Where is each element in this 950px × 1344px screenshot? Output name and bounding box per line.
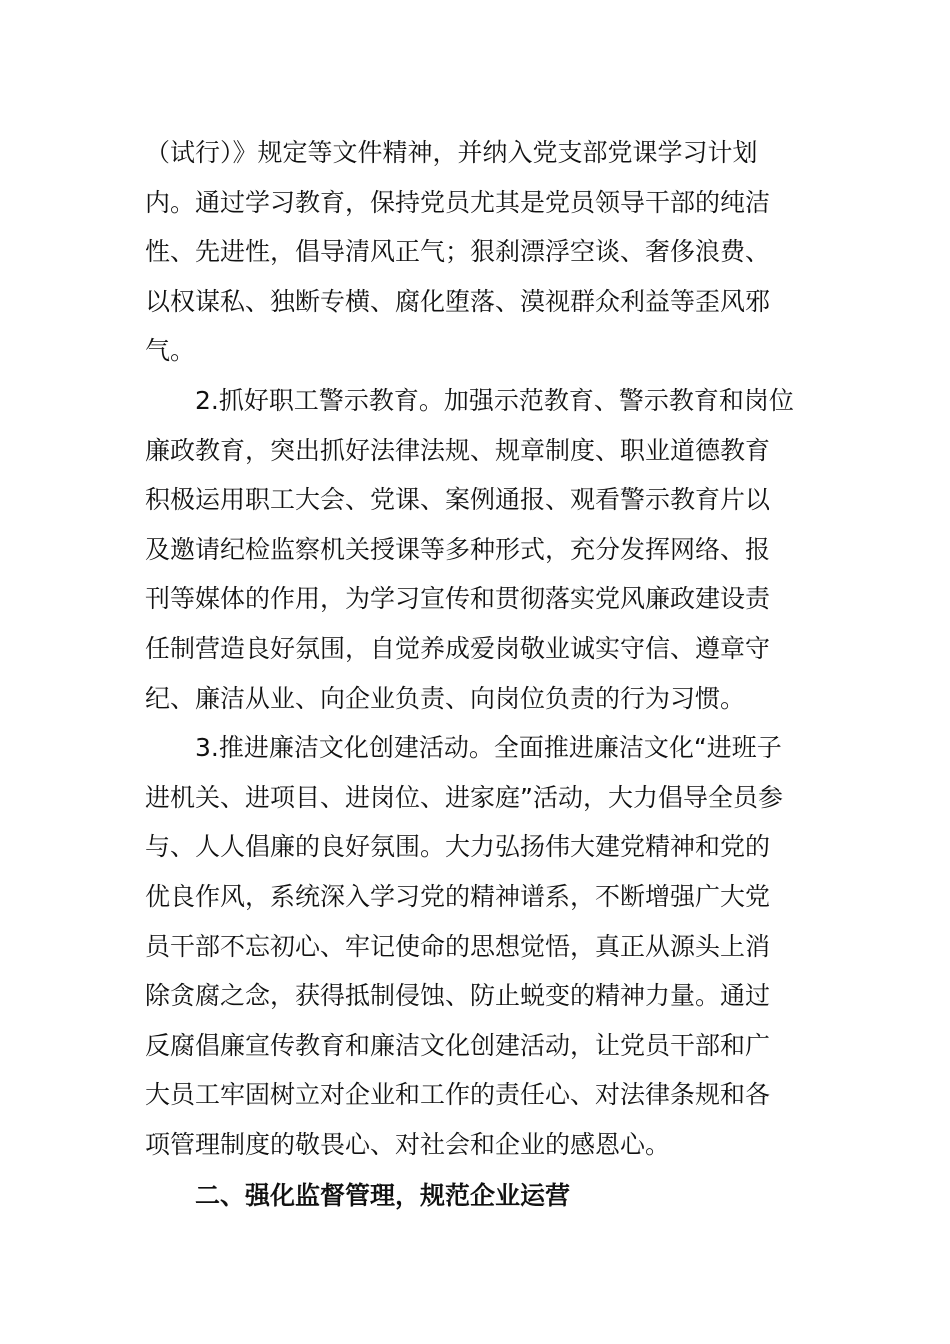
text-line: 任制营造良好氛围，自觉养成爱岗敬业诚实守信、遵章守 [145,633,771,663]
text-line: 积极运用职工大会、党课、案例通报、观看警示教育片以 [145,485,771,515]
text-line: （试行）》规定等文件精神，并纳入党支部党课学习计划 [145,138,758,167]
paragraph-3 [145,723,810,1169]
text-line: 与、人人倡廉的良好氛围。大力弘扬伟大建党精神和党的 [145,832,771,862]
text-line: 大员工牢固树立对企业和工作的责任心、对法律条规和各 [145,1080,771,1110]
text-line: 刊等媒体的作用，为学习宣传和贯彻落实党风廉政建设责 [145,584,771,614]
paragraph-1 [145,128,810,376]
text-line: 项管理制度的敬畏心、对社会和企业的感恩心。 [145,1129,671,1159]
text-line: 内。通过学习教育，保持党员尤其是党员领导干部的纯洁 [145,187,771,217]
text-line: 员干部不忘初心、牢记使命的思想觉悟，真正从源头上消 [145,931,771,961]
document-body [145,128,810,1221]
text-line: 除贪腐之念，获得抵制侵蚀、防止蜕变的精神力量。通过 [145,981,771,1011]
text-line: 性、先进性，倡导清风正气；狠刹漂浮空谈、奢侈浪费、 [145,237,771,267]
text-line: 气。 [145,336,196,366]
text-line: 反腐倡廉宣传教育和廉洁文化创建活动，让党员干部和广 [145,1030,771,1060]
text-line: 2.抓好职工警示教育。加强示范教育、警示教育和岗位 [195,385,794,415]
text-line: 3.推进廉洁文化创建活动。全面推进廉洁文化“进班子 [195,733,782,763]
text-line: 以权谋私、独断专横、腐化堕落、漠视群众利益等歪风邪 [145,286,771,316]
text-line: 优良作风，系统深入学习党的精神谱系，不断增强广大党 [145,881,771,911]
text-line: 进机关、进项目、进岗位、进家庭”活动，大力倡导全员参 [145,782,783,812]
text-line: 纪、廉洁从业、向企业负责、向岗位负责的行为习惯。 [145,683,746,713]
section-heading: 二、强化监督管理，规范企业运营 [195,1181,571,1211]
text-line: 及邀请纪检监察机关授课等多种形式，充分发挥网络、报 [145,534,771,564]
paragraph-2 [145,376,810,723]
text-line: 廉政教育，突出抓好法律法规、规章制度、职业道德教育 [145,435,771,465]
